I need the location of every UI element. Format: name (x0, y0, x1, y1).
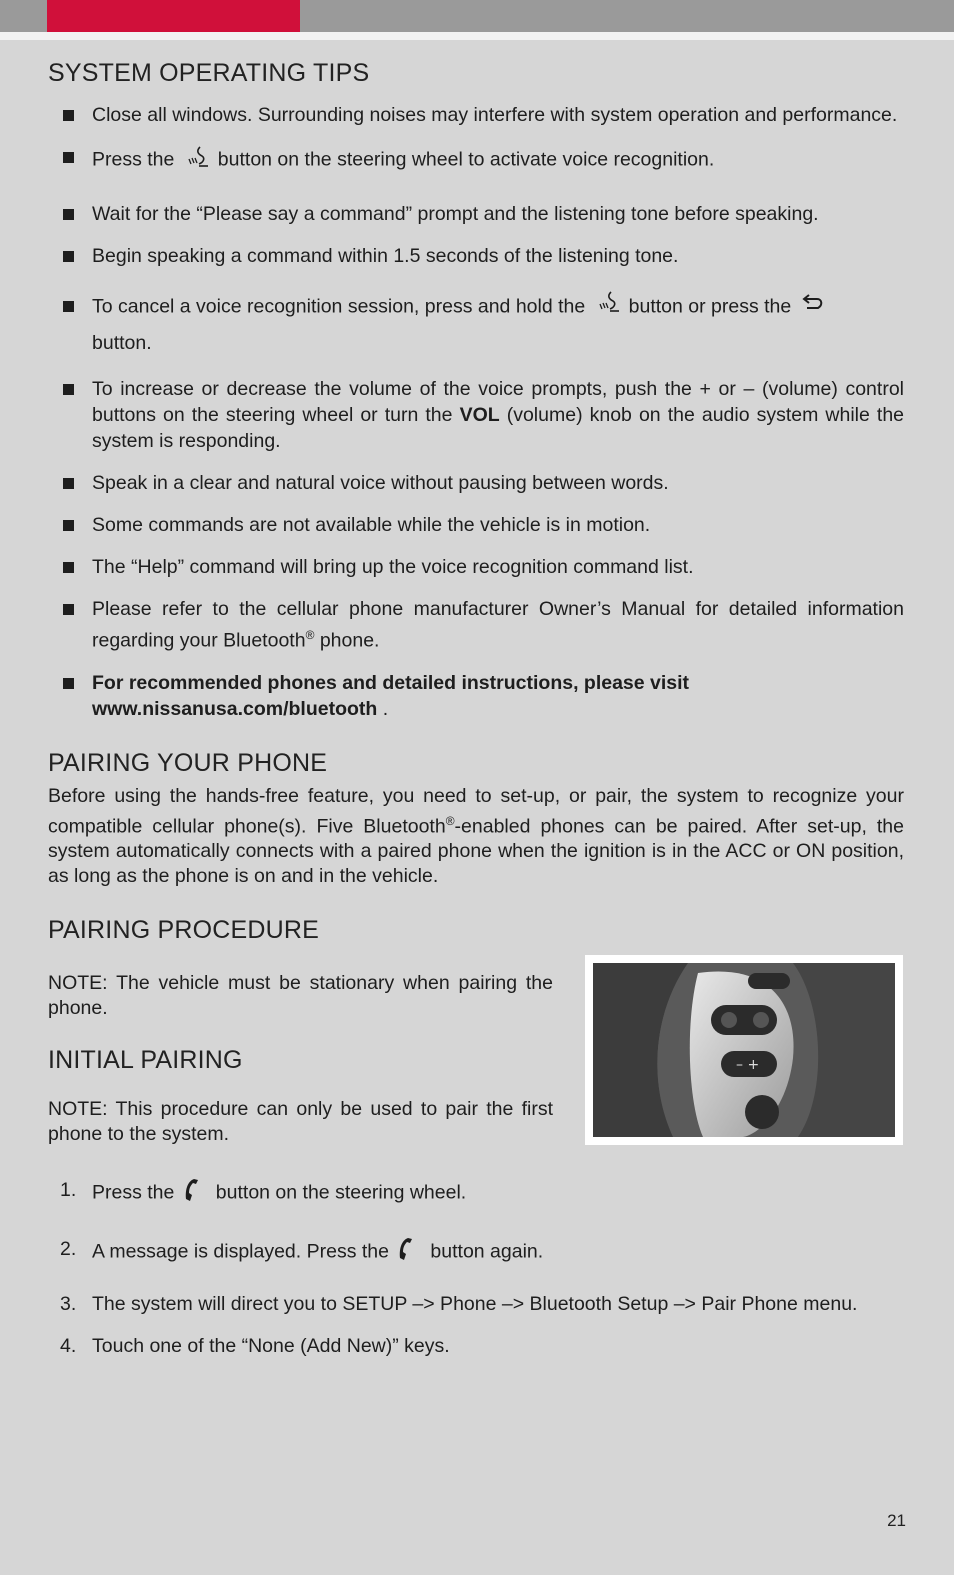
list-item: Begin speaking a command within 1.5 seconds of the listening tone. (48, 243, 904, 269)
phone-icon (182, 1177, 202, 1210)
list-item: Please refer to the cellular phone manufacturer Owner’s Manual for detailed information regarding your Bluetooth® phone. (48, 596, 904, 654)
pairing-steps-list (48, 1177, 904, 1359)
procedure-block (48, 955, 904, 1147)
steering-wheel-controls-image (593, 963, 895, 1137)
voice-recognition-icon (186, 144, 212, 177)
list-item: To cancel a voice recognition session, press and hold the button or press the button. (48, 289, 904, 360)
section-title-pairing-phone: PAIRING YOUR PHONE (48, 748, 328, 777)
list-item: For recommended phones and detailed instructions, please visit www.nissanusa.com/bluetooth . (48, 670, 904, 722)
page-content (48, 58, 904, 1359)
svg-text:– +: – + (736, 1057, 760, 1073)
header-divider (0, 32, 954, 40)
list-item: To increase or decrease the volume of the voice prompts, push the + or – (volume) control buttons on the steering wheel or turn the VOL (volume) knob on the audio system while the system is responding. (48, 376, 904, 454)
initial-note: NOTE: This procedure can only be used to pair the first phone to the system. (48, 1098, 553, 1145)
page-number: 21 (887, 1511, 906, 1530)
section-title-operating-tips: SYSTEM OPERATING TIPS (48, 59, 370, 87)
section-title-pairing-procedure: PAIRING PROCEDURE (48, 916, 320, 944)
back-icon (801, 291, 827, 325)
list-item: Speak in a clear and natural voice without pausing between words. (48, 470, 904, 496)
list-item: Close all windows. Surrounding noises may interfere with system operation and performance. (48, 102, 904, 128)
list-item: 1. Press the button on the steering wheel. (48, 1177, 904, 1210)
procedure-note: NOTE: The vehicle must be stationary when pairing the phone. (48, 972, 553, 1019)
voice-recognition-icon (597, 289, 623, 326)
list-item: The “Help” command will bring up the voice recognition command list. (48, 554, 904, 580)
section-title-initial-pairing: INITIAL PAIRING (48, 1046, 243, 1074)
list-item: 3. The system will direct you to SETUP –> Phone –> Bluetooth Setup –> Pair Phone menu. (60, 1293, 858, 1315)
bluetooth-url-link[interactable]: www.nissanusa.com/bluetooth (92, 697, 378, 720)
list-item: Press the button on the steering wheel to activate voice recognition. (48, 144, 904, 177)
list-item: 4. Touch one of the “None (Add New)” keys. (60, 1335, 450, 1357)
header-bar (0, 0, 954, 32)
list-item: 2. A message is displayed. Press the button again. (48, 1236, 904, 1269)
header-accent (47, 0, 300, 32)
steering-wheel-photo (585, 955, 903, 1145)
tips-list (48, 102, 904, 722)
pairing-phone-paragraph: Before using the hands-free feature, you need to set-up, or pair, the system to recognize your compatible cellular phone(s). Five Bluetooth®-enabled phones can be paired. After set-up, the system automatically connects with a paired phone when the ignition is in the ACC or ON position, as long as the phone is on and in the vehicle. (48, 784, 904, 887)
phone-icon (396, 1236, 416, 1269)
list-item: Some commands are not available while the vehicle is in motion. (48, 512, 904, 538)
list-item: Wait for the “Please say a command” prompt and the listening tone before speaking. (48, 201, 904, 227)
